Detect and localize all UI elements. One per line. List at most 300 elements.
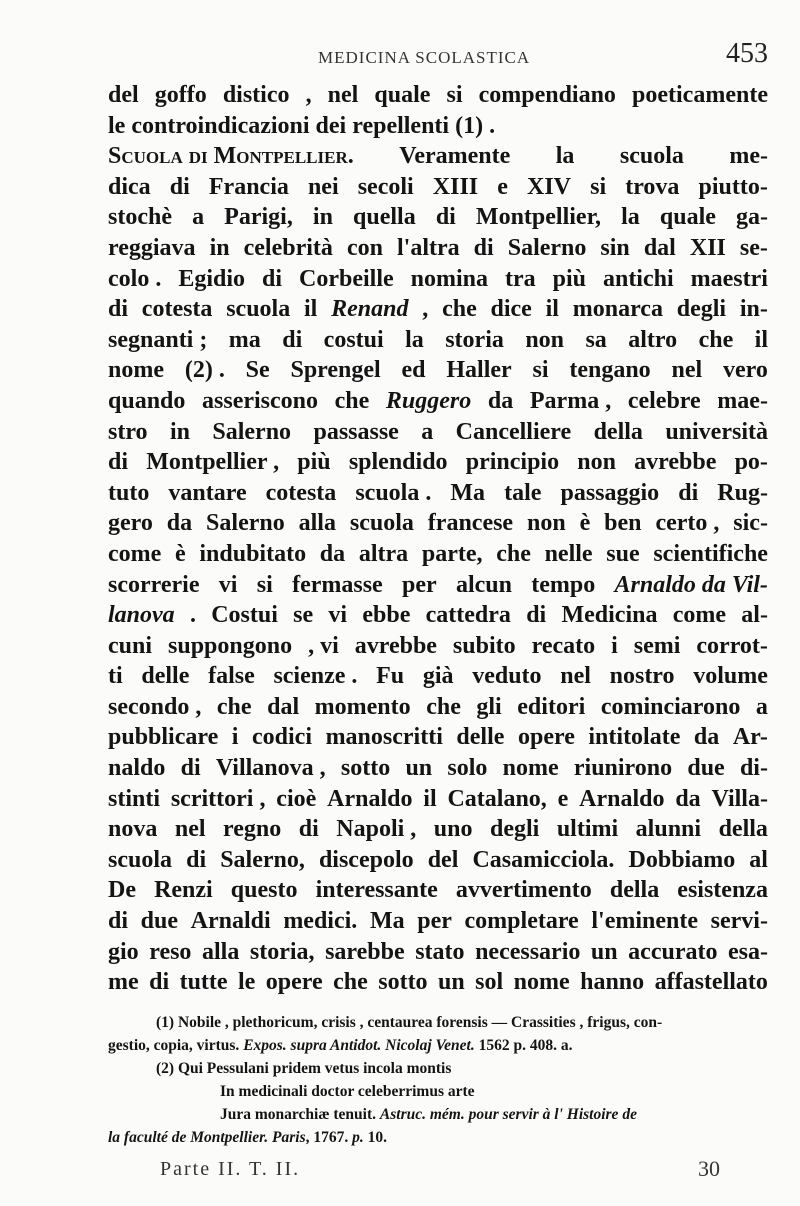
word: certo , bbox=[655, 510, 720, 537]
word: nostro bbox=[609, 663, 675, 690]
word: la bbox=[405, 326, 424, 353]
word: Ruggero bbox=[385, 387, 472, 414]
footnote-text: (1) Nobile , plethoricum, crisis , centaurea forensis — Crassities , frigus, con- bbox=[156, 1014, 663, 1031]
word: Rug- bbox=[717, 479, 768, 506]
text-line bbox=[108, 264, 768, 295]
word: Fu bbox=[376, 663, 405, 690]
word: cioè bbox=[276, 785, 317, 812]
word: altro bbox=[628, 326, 678, 353]
word: uno bbox=[433, 816, 473, 843]
text-line bbox=[108, 325, 768, 356]
footnote-line bbox=[108, 1057, 768, 1080]
word: si bbox=[532, 357, 549, 384]
word: segnanti ; bbox=[108, 326, 208, 353]
word: corrot- bbox=[696, 632, 768, 659]
word: antichi bbox=[602, 265, 674, 292]
word: goffo bbox=[154, 82, 207, 108]
word: che bbox=[333, 969, 368, 996]
word: scuola bbox=[108, 846, 173, 873]
word: Parigi, bbox=[224, 204, 293, 231]
word: il bbox=[545, 296, 559, 323]
word: di bbox=[169, 173, 190, 200]
word: e bbox=[557, 785, 569, 812]
word: a bbox=[755, 693, 768, 720]
word: De bbox=[108, 877, 136, 904]
footnote-line bbox=[108, 1011, 768, 1034]
word: nova bbox=[108, 816, 158, 843]
word: di bbox=[298, 816, 319, 843]
word: , bbox=[422, 296, 429, 323]
word: Medicina bbox=[561, 602, 658, 629]
body-text bbox=[108, 80, 768, 998]
word: reso bbox=[149, 938, 192, 965]
word: Egidio bbox=[178, 265, 246, 292]
word: vantare bbox=[168, 479, 247, 506]
word: manoscritti bbox=[325, 724, 443, 751]
text-line bbox=[108, 722, 768, 753]
word: costui bbox=[323, 326, 384, 353]
word: XIV bbox=[527, 173, 572, 200]
word: discepolo bbox=[318, 846, 414, 873]
word: scrittori , bbox=[170, 785, 266, 812]
word: come bbox=[108, 540, 162, 567]
word: stro bbox=[108, 418, 148, 445]
word: il bbox=[754, 326, 768, 353]
word: da bbox=[675, 785, 701, 812]
word: di bbox=[282, 326, 303, 353]
word: gli bbox=[476, 693, 502, 720]
word: sa bbox=[585, 326, 607, 353]
word: nel bbox=[671, 357, 703, 384]
text-line bbox=[108, 80, 768, 111]
word: quale bbox=[659, 204, 716, 231]
footnote-text: Expos. supra Antidot. Nicolaj Venet. bbox=[243, 1037, 475, 1054]
footnote-text: , 1767. bbox=[305, 1129, 353, 1146]
word: cotesta bbox=[141, 296, 213, 323]
word: ma bbox=[228, 326, 261, 353]
word: delle bbox=[456, 724, 505, 751]
word: Haller bbox=[446, 357, 512, 384]
word: parte, bbox=[421, 540, 483, 567]
word: subito bbox=[452, 632, 516, 659]
text-line bbox=[108, 478, 768, 509]
word: solo bbox=[447, 755, 488, 782]
text-line bbox=[108, 417, 768, 448]
word: avrebbe bbox=[634, 449, 717, 476]
word: pubblicare bbox=[108, 724, 219, 751]
word: recato bbox=[531, 632, 596, 659]
footnote-text: 1562 p. 408. a. bbox=[474, 1037, 573, 1054]
word: avvertimento bbox=[455, 877, 592, 904]
word: della bbox=[718, 816, 768, 843]
word: lanova bbox=[108, 602, 175, 629]
word: nelle bbox=[544, 540, 593, 567]
word: degli bbox=[676, 296, 727, 323]
word: piutto- bbox=[698, 173, 768, 200]
word: Ar- bbox=[732, 724, 768, 751]
word: scuola . bbox=[355, 479, 432, 506]
text-line bbox=[108, 967, 768, 998]
word: tutte bbox=[179, 969, 228, 996]
word: di bbox=[678, 479, 699, 506]
word: monarca bbox=[572, 296, 663, 323]
word: Arnaldo bbox=[327, 785, 413, 812]
word: celebre bbox=[627, 387, 701, 414]
text-line bbox=[108, 141, 768, 172]
word: quando bbox=[108, 387, 186, 414]
word: che bbox=[442, 296, 477, 323]
word: Dobbiamo bbox=[628, 846, 736, 873]
word: già bbox=[422, 663, 454, 690]
signature-mark: Parte II. T. II. bbox=[160, 1158, 301, 1180]
word: Salerno bbox=[206, 510, 285, 537]
word: stinti bbox=[108, 785, 161, 812]
word: gio bbox=[108, 938, 139, 965]
footnote-text: 10. bbox=[363, 1129, 387, 1146]
word: in bbox=[312, 204, 333, 231]
word: necessario bbox=[475, 938, 581, 965]
text-line bbox=[108, 202, 768, 233]
word: a bbox=[421, 418, 434, 445]
word: Montpellier , bbox=[146, 449, 280, 476]
word: Arnaldo bbox=[579, 785, 665, 812]
word: francese bbox=[427, 510, 514, 537]
text-line bbox=[108, 508, 768, 539]
word: distico bbox=[222, 82, 290, 108]
word: di bbox=[108, 296, 129, 323]
word: sol bbox=[475, 969, 504, 996]
word: compendiano bbox=[478, 82, 616, 108]
word: della bbox=[593, 418, 643, 445]
word: alla bbox=[201, 938, 240, 965]
word: di bbox=[108, 449, 129, 476]
footnote-line bbox=[108, 1080, 768, 1103]
word: un bbox=[438, 969, 465, 996]
word: le controindicazioni dei repellenti (1) . bbox=[108, 112, 496, 139]
word: Corbeille bbox=[299, 265, 394, 292]
word: (2) . bbox=[184, 357, 225, 384]
word: tempo bbox=[531, 571, 596, 598]
word: medici. bbox=[283, 908, 358, 935]
word: che bbox=[496, 540, 531, 567]
word: che bbox=[334, 387, 370, 414]
word: vi bbox=[218, 571, 238, 598]
word: Renzi bbox=[154, 877, 213, 904]
word: scienze . bbox=[273, 663, 358, 690]
word: altra bbox=[358, 540, 409, 567]
word: due bbox=[687, 755, 725, 782]
word: del bbox=[427, 846, 459, 873]
word: università bbox=[665, 418, 768, 445]
word: XII bbox=[689, 234, 726, 261]
word: celebrità bbox=[243, 234, 333, 261]
word: me bbox=[108, 969, 139, 996]
word: maestri bbox=[690, 265, 768, 292]
text-line bbox=[108, 753, 768, 784]
word: fermasse bbox=[292, 571, 383, 598]
word: di bbox=[435, 204, 456, 231]
word: alcun bbox=[455, 571, 512, 598]
word: Arnaldi bbox=[190, 908, 271, 935]
word: nome bbox=[513, 969, 570, 996]
word: più bbox=[552, 265, 586, 292]
word: po- bbox=[734, 449, 768, 476]
text-line bbox=[108, 937, 768, 968]
text-line bbox=[108, 172, 768, 203]
word: di bbox=[473, 234, 494, 261]
word: sotto bbox=[378, 969, 428, 996]
word: del bbox=[108, 82, 139, 108]
running-title: MEDICINA SCOLASTICA bbox=[318, 48, 531, 67]
word: Villa- bbox=[711, 785, 768, 812]
word: tra bbox=[504, 265, 536, 292]
word: principio bbox=[465, 449, 560, 476]
word: momento bbox=[314, 693, 411, 720]
word: gero bbox=[108, 510, 153, 537]
word: stato bbox=[415, 938, 465, 965]
word: nel bbox=[560, 663, 591, 690]
word: Veramente bbox=[399, 143, 511, 170]
text-line bbox=[108, 355, 768, 386]
word: Se bbox=[245, 357, 270, 384]
footnote-text: p. bbox=[352, 1129, 364, 1146]
word: ga- bbox=[736, 204, 768, 231]
word: per bbox=[417, 908, 452, 935]
text-line bbox=[108, 600, 768, 631]
word: Arnaldo da Vil- bbox=[614, 571, 768, 598]
word: , vi bbox=[308, 632, 339, 659]
word: indubitato bbox=[199, 540, 307, 567]
word: è bbox=[175, 540, 186, 567]
word: da bbox=[319, 540, 346, 567]
word: è bbox=[579, 510, 591, 537]
word: sin bbox=[600, 234, 630, 261]
text-line bbox=[108, 111, 768, 142]
word: i bbox=[611, 632, 618, 659]
footnote-text: la faculté de Montpellier. Paris bbox=[108, 1129, 306, 1146]
word: secoli bbox=[357, 173, 414, 200]
text-line bbox=[108, 814, 768, 845]
footnote-text: Astruc. mém. pour servir à l' Histoire de bbox=[379, 1106, 637, 1123]
word: nel bbox=[174, 816, 206, 843]
word: passasse bbox=[313, 418, 399, 445]
word: Ma bbox=[369, 908, 405, 935]
word: . bbox=[189, 602, 196, 629]
word: reggiava bbox=[108, 234, 196, 261]
word: cominciarono bbox=[600, 693, 741, 720]
word: alunni bbox=[635, 816, 702, 843]
word: al bbox=[749, 846, 768, 873]
word: nome bbox=[108, 357, 164, 384]
word: scuola bbox=[619, 143, 684, 170]
footnote-line bbox=[108, 1034, 768, 1057]
word: tuto bbox=[108, 479, 150, 506]
word: codici bbox=[252, 724, 313, 751]
word: nei bbox=[307, 173, 339, 200]
text-line bbox=[108, 692, 768, 723]
word: cattedra bbox=[425, 602, 511, 629]
word: nomina bbox=[410, 265, 488, 292]
word: poeticamente bbox=[632, 82, 768, 108]
word: regno bbox=[223, 816, 282, 843]
word: più bbox=[297, 449, 331, 476]
word: scorrerie bbox=[108, 571, 200, 598]
word: dal bbox=[643, 234, 676, 261]
word: ben bbox=[604, 510, 642, 537]
word: nel bbox=[327, 82, 359, 108]
word: in bbox=[209, 234, 230, 261]
word: Salerno, bbox=[220, 846, 305, 873]
word: in bbox=[169, 418, 190, 445]
word: da bbox=[693, 724, 720, 751]
word: volume bbox=[693, 663, 768, 690]
word: opere bbox=[265, 969, 323, 996]
word: sue bbox=[606, 540, 640, 567]
word: Costui bbox=[211, 602, 278, 629]
word: dica bbox=[108, 173, 151, 200]
word: Cancelliere bbox=[455, 418, 572, 445]
text-line bbox=[108, 631, 768, 662]
word: al- bbox=[741, 602, 768, 629]
footnote-text: (2) Qui Pessulani pridem vetus incola montis bbox=[156, 1060, 452, 1077]
word: quale bbox=[374, 82, 431, 108]
footnote-line bbox=[108, 1126, 768, 1149]
word: non bbox=[527, 510, 566, 537]
word: naldo bbox=[108, 755, 166, 782]
word: avrebbe bbox=[354, 632, 437, 659]
word: di bbox=[186, 846, 207, 873]
text-line bbox=[108, 906, 768, 937]
text-line bbox=[108, 661, 768, 692]
page-number: 453 bbox=[726, 38, 768, 69]
text-line bbox=[108, 447, 768, 478]
word: questo bbox=[230, 877, 298, 904]
word: ebbe bbox=[362, 602, 411, 629]
word: di bbox=[262, 265, 283, 292]
word: Ma bbox=[450, 479, 486, 506]
word: Salerno bbox=[212, 418, 292, 445]
word: alla bbox=[298, 510, 336, 537]
word: il bbox=[423, 785, 437, 812]
word: di bbox=[149, 969, 170, 996]
word: ti bbox=[108, 663, 123, 690]
word: cotesta bbox=[265, 479, 337, 506]
word: secondo , bbox=[108, 693, 202, 720]
word: la bbox=[621, 204, 640, 231]
footnotes bbox=[108, 1011, 768, 1149]
word: l'altra bbox=[396, 234, 460, 261]
footnote-text: gestio, copia, virtus. bbox=[108, 1037, 244, 1054]
word: le bbox=[238, 969, 256, 996]
word: dal bbox=[267, 693, 300, 720]
word: Catalano, bbox=[447, 785, 547, 812]
footnote-line bbox=[108, 1103, 768, 1126]
word: interessante bbox=[315, 877, 438, 904]
word: l'eminente bbox=[591, 908, 698, 935]
word: hanno bbox=[580, 969, 645, 996]
word: dice bbox=[490, 296, 532, 323]
word: storia bbox=[445, 326, 504, 353]
word: Casamicciola. bbox=[472, 846, 615, 873]
text-line bbox=[108, 845, 768, 876]
word: Napoli , bbox=[336, 816, 417, 843]
word: Francia bbox=[208, 173, 289, 200]
word: servi- bbox=[710, 908, 768, 935]
word: non bbox=[525, 326, 565, 353]
word: , bbox=[305, 82, 312, 108]
word: completare bbox=[464, 908, 579, 935]
word: ultimi bbox=[556, 816, 619, 843]
word: stochè bbox=[108, 204, 172, 231]
word: scuola bbox=[349, 510, 414, 537]
word: un bbox=[590, 938, 618, 965]
word: che bbox=[698, 326, 734, 353]
word: ed bbox=[401, 357, 426, 384]
word: sic- bbox=[733, 510, 768, 537]
word: degli bbox=[489, 816, 540, 843]
word: che bbox=[216, 693, 252, 720]
word: che bbox=[426, 693, 461, 720]
word: colo . bbox=[108, 265, 162, 292]
word: con bbox=[346, 234, 383, 261]
word: sarebbe bbox=[325, 938, 405, 965]
text-line bbox=[108, 875, 768, 906]
word: trova bbox=[625, 173, 680, 200]
word: da bbox=[166, 510, 193, 537]
word: asseriscono bbox=[202, 387, 319, 414]
word: due bbox=[140, 908, 179, 935]
word: storia, bbox=[249, 938, 315, 965]
word: delle bbox=[141, 663, 190, 690]
word: si bbox=[256, 571, 273, 598]
word: Renand bbox=[331, 296, 409, 323]
word: di bbox=[526, 602, 547, 629]
word: esistenza bbox=[677, 877, 768, 904]
word: splendido bbox=[348, 449, 448, 476]
word: Montpellier, bbox=[475, 204, 602, 231]
signature-number: 30 bbox=[698, 1156, 720, 1181]
text-line bbox=[108, 386, 768, 417]
word: Villanova , bbox=[215, 755, 326, 782]
word: vi bbox=[328, 602, 348, 629]
word: veduto bbox=[472, 663, 542, 690]
word: scuola bbox=[226, 296, 291, 323]
word: affastellato bbox=[654, 969, 768, 996]
word: cuni bbox=[108, 632, 153, 659]
word: esa- bbox=[728, 938, 768, 965]
word: riunirono bbox=[573, 755, 673, 782]
word: suppongono bbox=[168, 632, 293, 659]
word: tale bbox=[504, 479, 542, 506]
word: Salerno bbox=[507, 234, 587, 261]
word: opere bbox=[517, 724, 575, 751]
word: vero bbox=[723, 357, 768, 384]
word: non bbox=[577, 449, 616, 476]
word: da bbox=[487, 387, 514, 414]
word: XIII bbox=[432, 173, 479, 200]
text-line bbox=[108, 233, 768, 264]
word: accurato bbox=[628, 938, 718, 965]
word: e bbox=[497, 173, 508, 200]
text-line bbox=[108, 294, 768, 325]
word: per bbox=[402, 571, 437, 598]
word: il bbox=[304, 296, 318, 323]
running-head bbox=[108, 40, 768, 76]
word: mae- bbox=[717, 387, 768, 414]
word: in- bbox=[739, 296, 768, 323]
word: Scuola di Montpellier. bbox=[108, 143, 354, 170]
footnote-text: In medicinali doctor celeberrimus arte bbox=[220, 1083, 475, 1100]
